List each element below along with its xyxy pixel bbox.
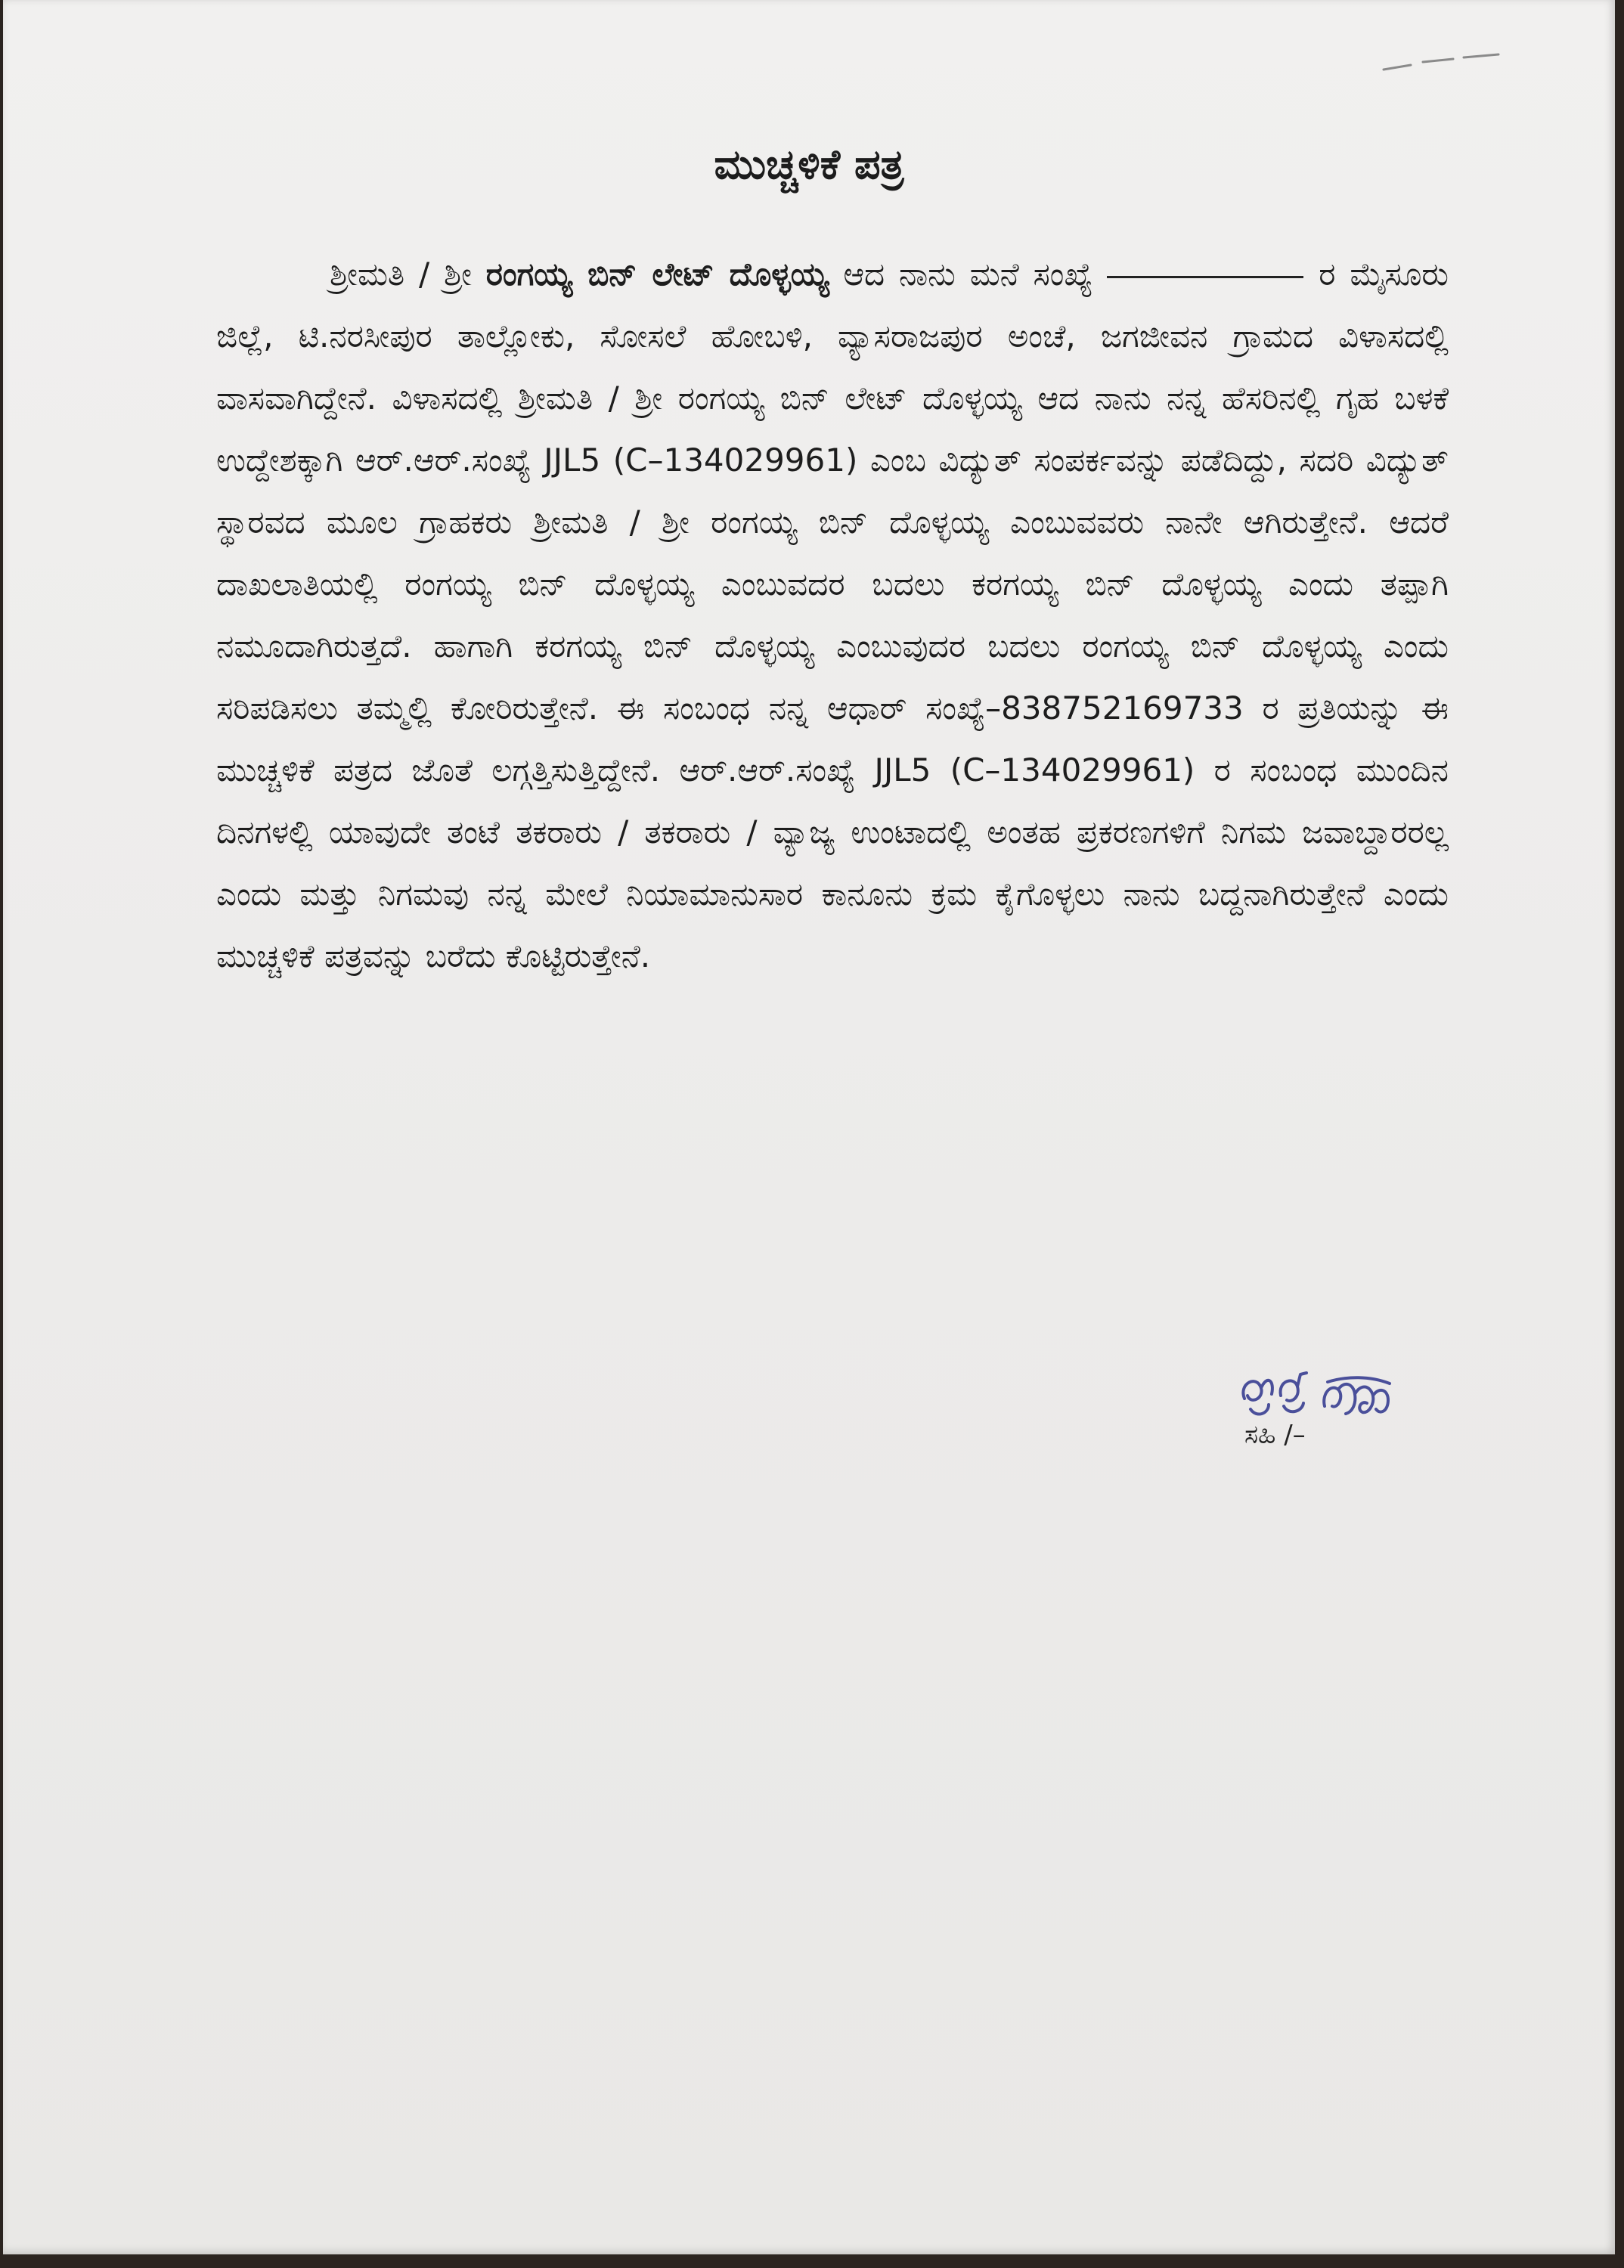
document-page bbox=[3, 0, 1615, 2254]
opening-rest: ಆದ ನಾನು ಮನೆ ಸಂಖ್ಯೆ bbox=[829, 256, 1093, 293]
pencil-mark bbox=[1381, 47, 1502, 77]
declaration-body bbox=[216, 243, 1449, 987]
signature-label: ಸಹಿ /– bbox=[1244, 1420, 1306, 1450]
opening-prefix: ಶ್ರೀಮತಿ / ಶ್ರೀ bbox=[330, 256, 486, 293]
declaration-text: ರ ಮೈಸೂರು ಜಿಲ್ಲೆ, ಟಿ.ನರಸೀಪುರ ತಾಲ್ಲೋಕು, ಸೋಸಲೆ ಹೋಬಳಿ, ವ್ಯಾಸರಾಜಪುರ ಅಂಚೆ, ಜಗಜೀವನ ಗ್ರಾಮದ ವಿಳಾಸದಲ್ಲಿ ವಾಸವಾಗಿದ್ದೇನೆ. ವಿಳಾಸದಲ್ಲಿ ಶ್ರೀಮತಿ / ಶ್ರೀ ರಂಗಯ್ಯ ಬಿನ್ ಲೇಟ್ ದೊಳ್ಳಯ್ಯ ಆದ ನಾನು ನನ್ನ ಹೆಸರಿನಲ್ಲಿ ಗೃಹ ಬಳಕೆ ಉದ್ದೇಶಕ್ಕಾಗಿ ಆರ್.ಆರ್.ಸಂಖ್ಯೆ JJL5 (C–134029961) ಎಂಬ ವಿದ್ಯುತ್ ಸಂಪರ್ಕವನ್ನು ಪಡೆದಿದ್ದು, ಸದರಿ ವಿದ್ಯುತ್ ಸ್ಥಾರವದ ಮೂಲ ಗ್ರಾಹಕರು ಶ್ರೀಮತಿ / ಶ್ರೀ ರಂಗಯ್ಯ ಬಿನ್ ದೊಳ್ಳಯ್ಯ ಎಂಬುವವರು ನಾನೇ ಆಗಿರುತ್ತೇನೆ. ಆದರೆ ದಾಖಲಾತಿಯಲ್ಲಿ ರಂಗಯ್ಯ ಬಿನ್ ದೊಳ್ಳಯ್ಯ ಎಂಬುವದರ ಬದಲು ಕರಗಯ್ಯ ಬಿನ್ ದೊಳ್ಳಯ್ಯ ಎಂದು ತಪ್ಪಾಗಿ ನಮೂದಾಗಿರುತ್ತದೆ. ಹಾಗಾಗಿ ಕರಗಯ್ಯ ಬಿನ್ ದೊಳ್ಳಯ್ಯ ಎಂಬುವುದರ ಬದಲು ರಂಗಯ್ಯ ಬಿನ್ ದೊಳ್ಳಯ್ಯ ಎಂದು ಸರಿಪಡಿಸಲು ತಮ್ಮಲ್ಲಿ ಕೋರಿರುತ್ತೇನೆ. ಈ ಸಂಬಂಧ ನನ್ನ ಆಧಾರ್ ಸಂಖ್ಯೆ–838752169733 ರ ಪ್ರತಿಯನ್ನು ಈ ಮುಚ್ಚಳಿಕೆ ಪತ್ರದ ಜೊತೆ ಲಗ್ಗತ್ತಿಸುತ್ತಿದ್ದೇನೆ. ಆರ್.ಆರ್.ಸಂಖ್ಯೆ JJL5 (C–134029961) ರ ಸಂಬಂಧ ಮುಂದಿನ ದಿನಗಳಲ್ಲಿ ಯಾವುದೇ ತಂಟೆ ತಕರಾರು / ತಕರಾರು / ವ್ಯಾಜ್ಯ ಉಂಟಾದಲ್ಲಿ ಅಂತಹ ಪ್ರಕರಣಗಳಿಗೆ ನಿಗಮ ಜವಾಬ್ದಾರರಲ್ಲ ಎಂದು ಮತ್ತು ನಿಗಮವು ನನ್ನ ಮೇಲೆ ನಿಯಾಮಾನುಸಾರ ಕಾನೂನು ಕ್ರಮ ಕೈಗೊಳ್ಳಲು ನಾನು ಬದ್ದನಾಗಿರುತ್ತೇನೆ ಎಂದು ಮುಚ್ಚಳಿಕೆ ಪತ್ರವನ್ನು ಬರೆದು ಕೊಟ್ಟಿರುತ್ತೇನೆ. bbox=[216, 256, 1449, 974]
page-title: ಮುಚ್ಚಳಿಕೆ ಪತ್ರ bbox=[714, 141, 904, 188]
declarant-name: ರಂಗಯ್ಯ ಬಿನ್ ಲೇಟ್ ದೊಳ್ಳಯ್ಯ bbox=[485, 256, 829, 293]
house-number-blank bbox=[1107, 275, 1303, 278]
